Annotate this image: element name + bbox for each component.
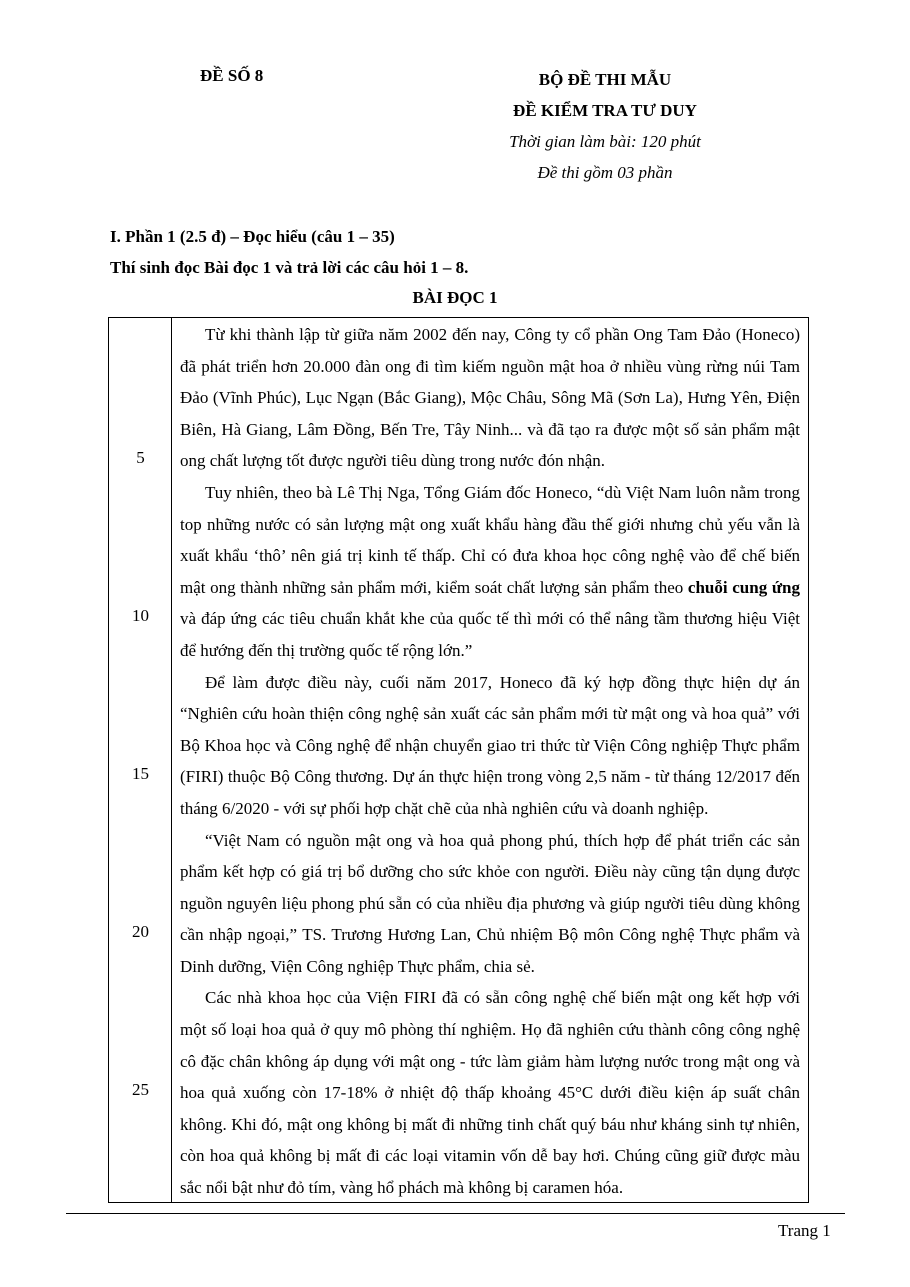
paragraph: Các nhà khoa học của Viện FIRI đã có sẵn công nghệ chế biến mật ong kết hợp với một số loại hoa quả ở quy mô phòng thí nghiệm. Họ đã nghiên cứu thành công công nghệ cô đặc chân không áp dụng với mật ong - tức làm giảm hàm lượng nước trong mật ong và hoa quả xuống còn 17-18% ở nhiệt độ thấp khoảng 45°C dưới điều kiện áp suất chân không. Khi đó, mật ong không bị mất đi những tinh chất quý báu như kháng sinh tự nhiên, còn hoa quả không bị mất đi các loại vitamin vốn dễ bay hơi. Chúng cũng giữ được màu sắc nổi bật như đỏ tím, vàng hổ phách mà không bị caramen hóa. <box>180 988 800 1198</box>
reading-passage-box <box>108 317 809 1203</box>
page-number: Trang 1 <box>778 1221 831 1240</box>
line-number: 20 <box>132 922 149 941</box>
line-number: 25 <box>132 1080 149 1099</box>
paragraph-text: Tuy nhiên, theo bà Lê Thị Nga, Tổng Giám đốc Honeco, “dù Việt Nam luôn nằm trong top những nước có sản lượng mật ong xuất khẩu hàng đầu thế giới nhưng chủ yếu vẫn là xuất khẩu ‘thô’ nên giá trị kinh tế thấp. Chỉ có đưa khoa học công nghệ vào để chế biến mật ong thành những sản phẩm mới, kiểm soát chất lượng sản phẩm theo <box>180 482 800 597</box>
paragraph: Để làm được điều này, cuối năm 2017, Honeco đã ký hợp đồng thực hiện dự án “Nghiên cứu hoàn thiện công nghệ sản xuất các sản phẩm mới từ mật ong và hoa quả” với Bộ Khoa học và Công nghệ để nhận chuyển giao tri thức từ Viện Công nghiệp Thực phẩm (FIRI) thuộc Bộ Công thương. Dự án thực hiện trong vòng 2,5 năm - từ tháng 12/2017 đến tháng 6/2020 - với sự phối hợp chặt chẽ của nhà nghiên cứu và doanh nghiệp. <box>180 672 800 818</box>
line-number: 5 <box>136 448 145 467</box>
paragraph: “Việt Nam có nguồn mật ong và hoa quả phong phú, thích hợp để phát triển các sản phẩm kết hợp có giá trị bổ dưỡng cho sức khỏe con người. Điều này cũng tận dụng được nguồn nguyên liệu phong phú sẵn có của nhiều địa phương và giúp người tiêu dùng không cần nhập ngoại,” TS. Trương Hương Lan, Chủ nhiệm Bộ môn Công nghệ Thực phẩm và Dinh dưỡng, Viện Công nghiệp Thực phẩm, chia sẻ. <box>180 830 800 976</box>
exam-time: Thời gian làm bài: 120 phút <box>509 132 701 151</box>
reading-text <box>180 318 800 1204</box>
exam-set-title: BỘ ĐỀ THI MẪU <box>538 70 672 89</box>
exam-parts: Đề thi gồm 03 phần <box>537 163 673 182</box>
bold-term: chuỗi cung ứng <box>687 577 800 597</box>
paragraph-text: và đáp ứng các tiêu chuẩn khắt khe của quốc tế thì mới có thể nâng tầm thương hiệu Việt để hướng đến thị trường quốc tế rộng lớn.” <box>180 609 800 660</box>
line-number: 10 <box>132 606 149 625</box>
reading-title: BÀI ĐỌC 1 <box>412 288 498 307</box>
section-heading: I. Phần 1 (2.5 đ) – Đọc hiểu (câu 1 – 35) <box>110 227 395 246</box>
paragraph: Từ khi thành lập từ giữa năm 2002 đến nay, Công ty cổ phần Ong Tam Đảo (Honeco) đã phát triển hơn 20.000 đàn ong đi tìm kiếm nguồn mật hoa ở nhiều vùng rừng núi Tam Đảo (Vĩnh Phúc), Lục Ngạn (Bắc Giang), Mộc Châu, Sông Mã (Sơn La), Hưng Yên, Điện Biên, Hà Giang, Lâm Đồng, Bến Tre, Tây Ninh... và đã tạo ra được một số sản phẩm mật ong chất lượng tốt được người tiêu dùng trong nước đón nhận. <box>180 325 800 471</box>
exam-header <box>470 64 740 188</box>
paragraph <box>180 477 800 667</box>
exam-number: ĐỀ SỐ 8 <box>200 66 264 85</box>
footer-divider <box>66 1213 845 1214</box>
section-instruction: Thí sinh đọc Bài đọc 1 và trả lời các câu hỏi 1 – 8. <box>110 258 469 277</box>
line-number-column <box>109 318 172 1202</box>
exam-subtitle: ĐỀ KIỂM TRA TƯ DUY <box>513 101 697 120</box>
line-number: 15 <box>132 764 149 783</box>
